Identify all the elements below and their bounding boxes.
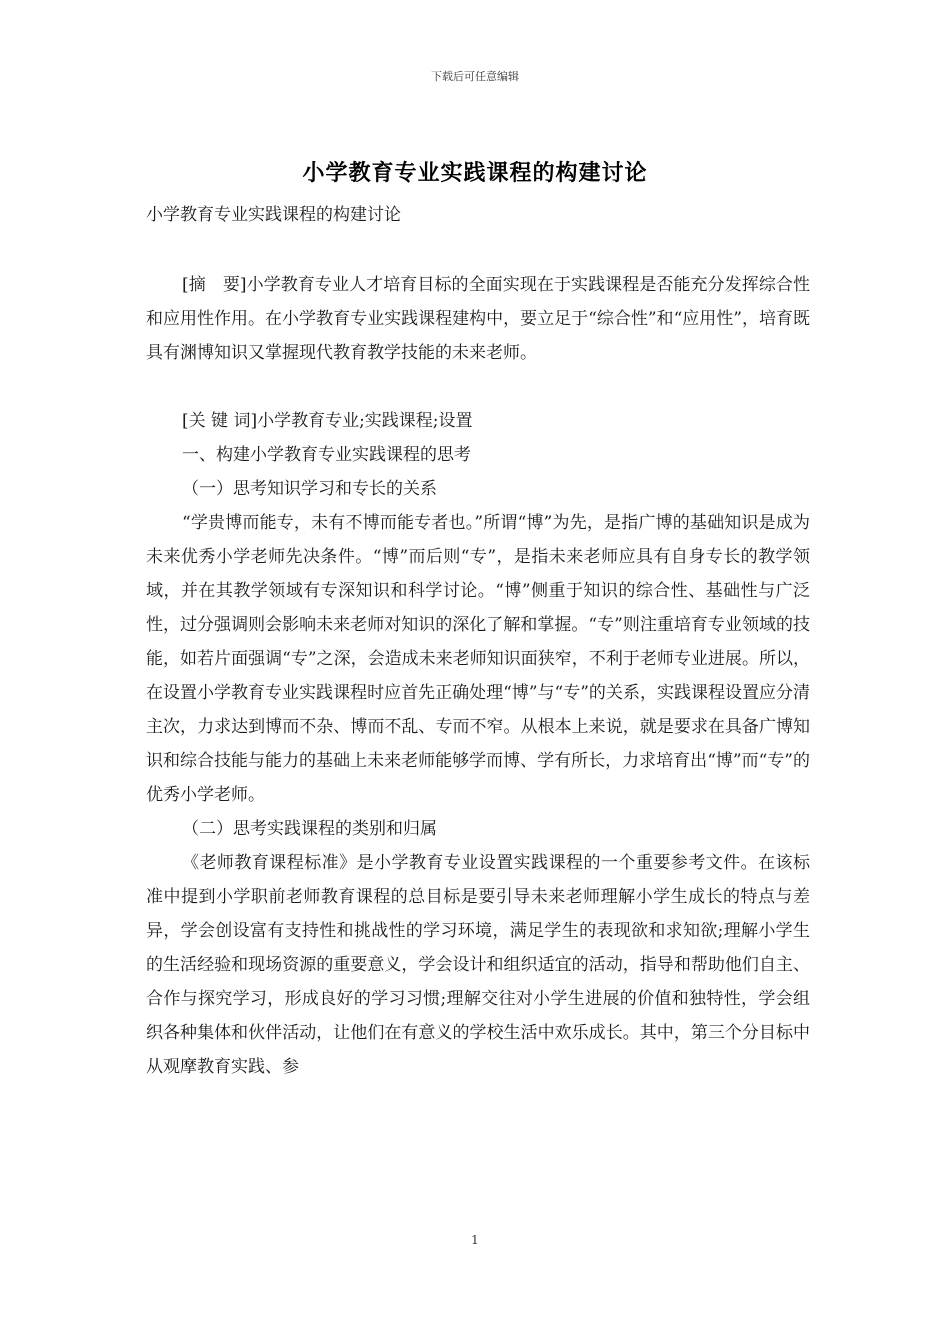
section-heading: 一、构建小学教育专业实践课程的思考 (182, 445, 471, 465)
subsection-heading: （二）思考实践课程的类别和归属 (182, 819, 437, 839)
page-number: 1 (471, 1233, 479, 1247)
body-paragraph: “学贵博而能专，未有不博而能专者也。”所谓“博”为先，是指广博的基础知识是成为未来优秀小学老师先决条件。“博”而后则“专”，是指未来老师应具有自身专长的教学领域，并在其教学领域有专深知识和科学讨论。“博”侧重于知识的综合性、基础性与广泛性，过分强调则会影响未来老师对知识的深化了解和掌握。“专”则注重培育专业领域的技能，如若片面强调“专”之深，会造成未来老师知识面狭窄，不利于老师专业进展。所以，在设置小学教育专业实践课程时应首先正确处理“博”与“专”的关系，实践课程设置应分清主次，力求达到博而不杂、博而不乱、专而不窄。从根本上来说，就是要求在具备广博知识和综合技能与能力的基础上未来老师能够学而博、学有所长，力求培育出“博”而“专”的优秀小学老师。 (146, 513, 810, 805)
keywords-paragraph: [关 键 词]小学教育专业;实践课程;设置 (182, 411, 473, 431)
document-subtitle: 小学教育专业实践课程的构建讨论 (146, 205, 401, 225)
subsection-heading: （一）思考知识学习和专长的关系 (182, 479, 437, 499)
abstract-paragraph: [摘 要]小学教育专业人才培育目标的全面实现在于实践课程是否能充分发挥综合性和应用性作用。在小学教育专业实践课程建构中，要立足于“综合性”和“应用性”，培育既具有渊博知识又掌握现代教育教学技能的未来老师。 (146, 275, 810, 363)
document-title: 小学教育专业实践课程的构建讨论 (302, 161, 648, 186)
page-header-note: 下载后可任意编辑 (431, 70, 519, 83)
body-paragraph: 《老师教育课程标准》是小学教育专业设置实践课程的一个重要参考文件。在该标准中提到小学职前老师教育课程的总目标是要引导未来老师理解小学生成长的特点与差异，学会创设富有支持性和挑战性的学习环境，满足学生的表现欲和求知欲;理解小学生的生活经验和现场资源的重要意义，学会设计和组织适宜的活动，指导和帮助他们自主、合作与探究学习，形成良好的学习习惯;理解交往对小学生进展的价值和独特性，学会组织各种集体和伙伴活动，让他们在有意义的学校生活中欢乐成长。其中，第三个分目标中从观摩教育实践、参 (146, 853, 810, 1077)
document-body (146, 198, 810, 1084)
